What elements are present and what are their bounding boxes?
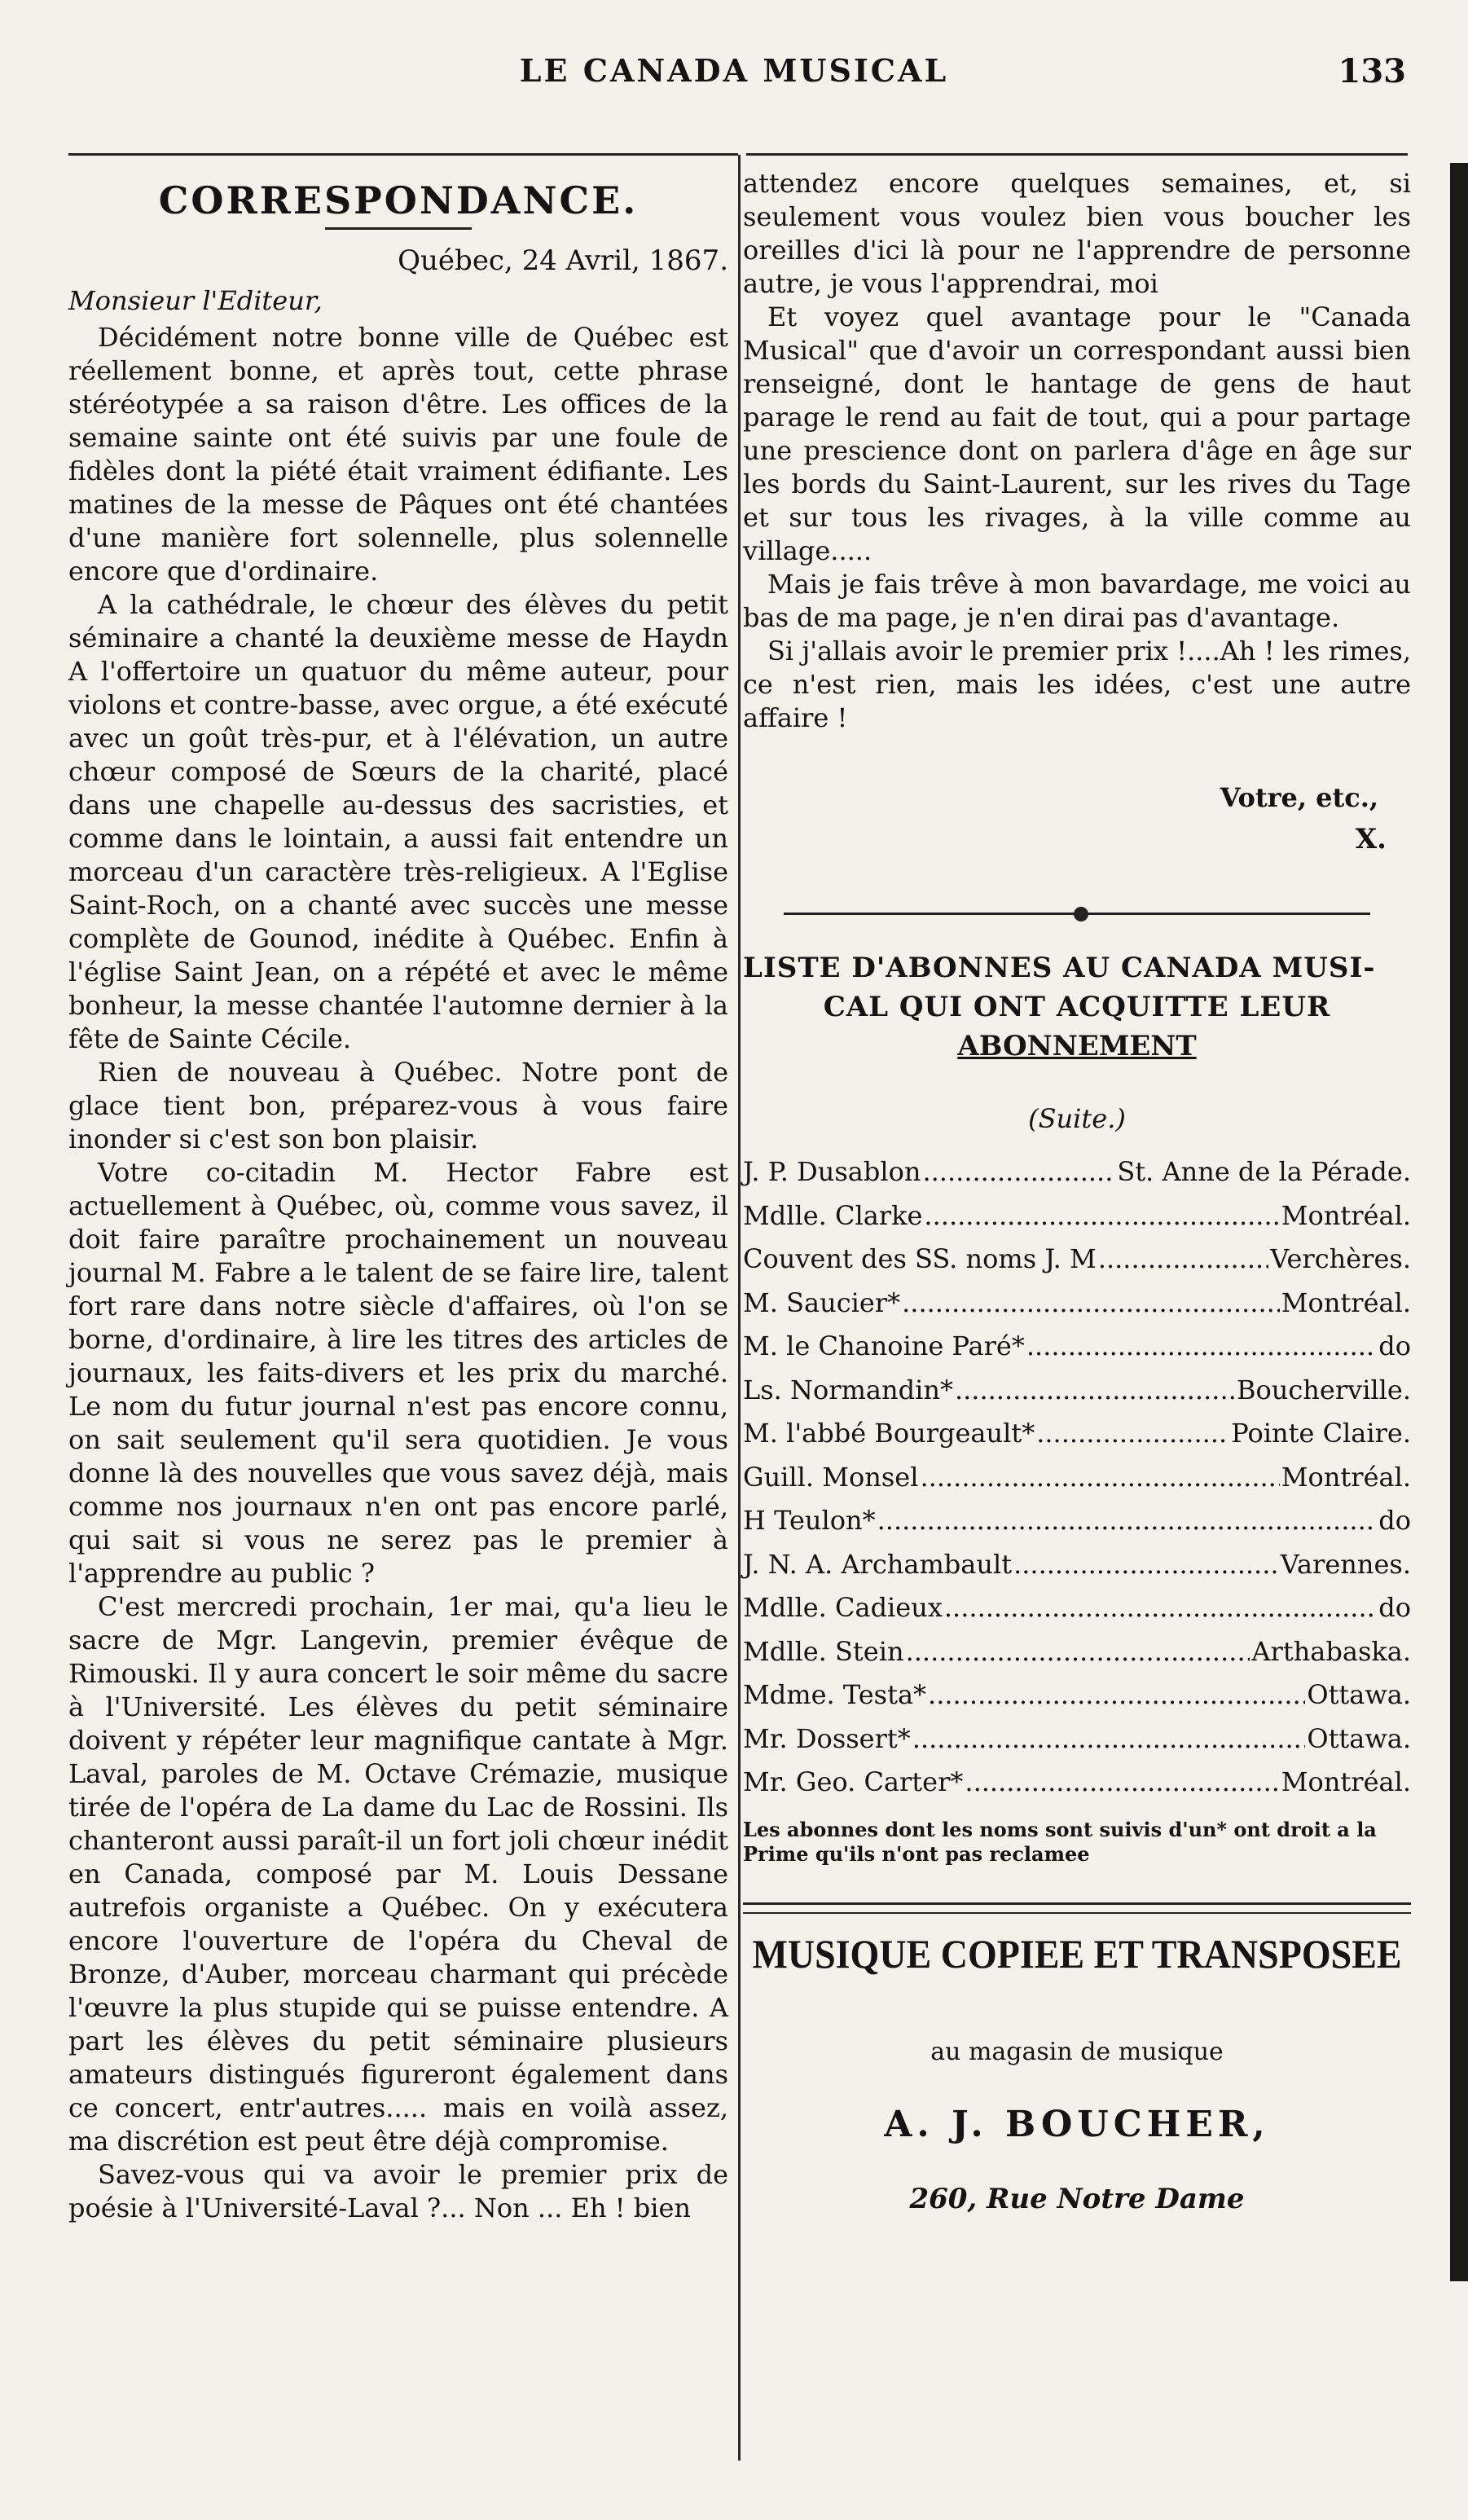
letter-paragraph: C'est mercredi prochain, 1er mai, qu'a lieu le sacre de Mgr. Langevin, premier évêque de Rimouski. Il y aura concert le soir même du sacre à l'Université. Les élèves du petit séminaire doivent y répéter leur magnifique cantate à Mgr. Laval, paroles de M. Octave Crémazie, musique tirée de l'opéra de La dame du Lac de Rossini. Ils chanteront aussi paraît-il un fort joli chœur inédit en Canada, composé par M. Louis Dessane autrefois organiste a Québec. On y exécutera encore l'ouverture de l'opéra du Cheval de Bronze, d'Auber, morceau charmant qui précède l'œuvre la plus stupide qui se puisse entendre. A part les élèves du petit séminaire plusieurs amateurs distingués figureront également dans ce concert, entr'autres..... mais en voilà assez, ma discrétion est peut être déjà compromise. xyxy=(68,1591,728,2157)
leader-dots xyxy=(944,1586,1377,1630)
subscriber-name: Couvent des SS. noms J. M xyxy=(743,1243,1097,1274)
letter-continuation: attendez encore quelques semaines, et, si seulement vous voulez bien vous boucher les oreilles d'ici là pour ne l'apprendre de personne autre, je vous l'apprendrai, moi xyxy=(743,168,1411,299)
salutation: Monsieur l'Editeur, xyxy=(68,285,323,316)
list-item xyxy=(743,1543,1411,1587)
leader-dots xyxy=(920,1456,1279,1500)
subscriber-place: Montréal. xyxy=(1281,1766,1411,1797)
list-item xyxy=(743,1412,1411,1456)
leader-dots xyxy=(912,1717,1306,1761)
letter-paragraph: Si j'allais avoir le premier prix !....Ah ! les rimes, ce n'est rien, mais les idées, c'est une autre affaire ! xyxy=(743,635,1411,733)
subscriber-name: Mr. Dossert* xyxy=(743,1722,911,1754)
subscriber-place: Ottawa. xyxy=(1307,1679,1411,1710)
left-column xyxy=(68,167,728,2225)
list-item xyxy=(743,1761,1411,1805)
subscriber-name: M. l'abbé Bourgeault* xyxy=(743,1418,1035,1449)
subscriber-place: Montréal. xyxy=(1281,1286,1411,1318)
subscriber-place: Arthabaska. xyxy=(1251,1635,1411,1667)
advert-title: MUSIQUE COPIEE ET TRANSPOSEE xyxy=(752,1930,1402,1977)
list-item xyxy=(743,1325,1411,1369)
subscriber-place: Montréal. xyxy=(1281,1199,1411,1231)
subscriber-place: do xyxy=(1378,1592,1411,1623)
leader-dots xyxy=(928,1673,1305,1717)
subscriber-name: J. N. A. Archambault xyxy=(743,1548,1013,1580)
letter-signoff: Votre, etc., xyxy=(1220,782,1378,813)
leader-dots xyxy=(906,1630,1250,1674)
ornament-dot xyxy=(1074,907,1088,921)
leader-dots xyxy=(902,1282,1280,1326)
list-item xyxy=(743,1630,1411,1674)
subscriber-place: do xyxy=(1378,1505,1411,1536)
letter-paragraph: Décidément notre bonne ville de Québec est réellement bonne, et après tout, cette phrase stéréotypée a sa raison d'être. Les offices de la semaine sainte ont été suivis par une foule de fidèles dont la piété était vraiment édifiante. Les matines de la messe de Pâques ont été chantées d'une manière fort solennelle, plus solennelle encore que d'ordinaire. xyxy=(68,322,728,587)
leader-dots xyxy=(1098,1238,1269,1282)
correspondence-headline: CORRESPONDANCE. xyxy=(158,178,639,222)
header-rule-right xyxy=(746,153,1408,156)
header-rule-left xyxy=(68,153,738,156)
subscriber-place: do xyxy=(1378,1330,1411,1361)
list-item xyxy=(743,1238,1411,1282)
subscriber-place: Pointe Claire. xyxy=(1231,1418,1411,1449)
leader-dots xyxy=(922,1150,1115,1194)
advert-merchant: A. J. BOUCHER, xyxy=(884,2103,1270,2145)
subscriber-name: Mdme. Testa* xyxy=(743,1679,927,1710)
list-item xyxy=(743,1369,1411,1413)
subscriber-name: M. le Chanoine Paré* xyxy=(743,1330,1025,1361)
list-item xyxy=(743,1673,1411,1717)
leader-dots xyxy=(1026,1325,1377,1369)
page-edge-shadow xyxy=(1450,163,1468,2281)
list-item xyxy=(743,1194,1411,1238)
leader-dots xyxy=(924,1194,1279,1238)
subscriber-list-title: ABONNEMENT xyxy=(957,1030,1197,1062)
subscriber-place: Verchères. xyxy=(1270,1243,1411,1274)
list-item xyxy=(743,1499,1411,1543)
subscriber-name: J. P. Dusablon xyxy=(743,1156,921,1187)
subscriber-place: Boucherville. xyxy=(1236,1374,1411,1405)
advert-text: au magasin de musique xyxy=(930,2037,1224,2066)
list-item xyxy=(743,1717,1411,1761)
dateline: Québec, 24 Avril, 1867. xyxy=(398,244,728,277)
subscriber-place: Montréal. xyxy=(1281,1461,1411,1493)
leader-dots xyxy=(877,1499,1378,1543)
letter-paragraph: Et voyez quel avantage pour le "Canada Musical" que d'avoir un correspondant aussi bien renseigné, dont le hantage de gens de haut parage le rend au fait de tout, qui a pour partage une prescience dont on parlera d'âge en âge sur les bords du Saint-Laurent, sur les rives du Tage et sur tous les rivages, à la ville comme au village..... xyxy=(743,301,1411,566)
advert-rule xyxy=(743,1902,1411,1914)
list-item xyxy=(743,1586,1411,1630)
leader-dots xyxy=(1013,1543,1279,1587)
section-ornament xyxy=(767,904,1387,924)
letter-paragraph: Mais je fais trêve à mon bavardage, me voici au bas de ma page, je n'en dirai pas d'avantage. xyxy=(743,569,1411,633)
list-item xyxy=(743,1456,1411,1500)
subscriber-place: Ottawa. xyxy=(1307,1722,1411,1754)
headline-rule xyxy=(325,227,472,230)
list-item xyxy=(743,1150,1411,1194)
list-item xyxy=(743,1282,1411,1326)
letter-paragraph: A la cathédrale, le chœur des élèves du petit séminaire a chanté la deuxième messe de Haydn A l'offertoire un quatuor du même auteur, pour violons et contre-basse, avec orgue, a été exécuté avec un goût très-pur, et à l'élévation, un autre chœur composé de Sœurs de la charité, placé dans une chapelle au-dessus des sacristies, et comme dans le lointain, a aussi fait entendre un morceau d'un caractère très-religieux. A l'Eglise Saint-Roch, on a chanté avec succès une messe complète de Gounod, inédite à Québec. Enfin à l'église Saint Jean, on a répété et avec le même bonheur, la messe chantée l'automne dernier à la fête de Sainte Cécile. xyxy=(68,589,728,1054)
list-continued-note: (Suite.) xyxy=(1028,1103,1126,1134)
subscriber-name: Mdlle. Cadieux xyxy=(743,1592,943,1623)
subscriber-place: Varennes. xyxy=(1280,1548,1411,1580)
letter-paragraph: Savez-vous qui va avoir le premier prix de poésie à l'Université-Laval ?... Non ... Eh ! bien xyxy=(68,2159,728,2223)
subscriber-name: M. Saucier* xyxy=(743,1286,901,1318)
leader-dots xyxy=(955,1369,1235,1413)
subscriber-list-title: LISTE D'ABONNES AU CANADA MUSI- xyxy=(743,952,1376,984)
subscriber-name: H Teulon* xyxy=(743,1505,876,1536)
leader-dots xyxy=(1036,1412,1229,1456)
subscriber-list-title: CAL QUI ONT ACQUITTE LEUR xyxy=(823,991,1331,1023)
subscriber-footnote: Les abonnes dont les noms sont suivis d'un* ont droit a la Prime qu'ils n'ont pas reclamee xyxy=(743,1817,1377,1866)
letter-signature: X. xyxy=(1355,823,1387,855)
subscriber-list xyxy=(743,1150,1411,1805)
subscriber-name: Ls. Normandin* xyxy=(743,1374,953,1405)
subscriber-place: St. Anne de la Pérade. xyxy=(1117,1156,1411,1187)
running-title: LE CANADA MUSICAL xyxy=(519,52,949,89)
letter-paragraph: Rien de nouveau à Québec. Notre pont de glace tient bon, préparez-vous à vous faire inonder si c'est son bon plaisir. xyxy=(68,1057,728,1154)
subscriber-name: Mdlle. Clarke xyxy=(743,1199,923,1231)
subscriber-name: Mdlle. Stein xyxy=(743,1635,904,1667)
leader-dots xyxy=(965,1761,1279,1805)
advert-address: 260, Rue Notre Dame xyxy=(909,2182,1245,2215)
right-column xyxy=(743,167,1411,2215)
column-divider xyxy=(738,155,741,2461)
letter-paragraph: Votre co-citadin M. Hector Fabre est actuellement à Québec, où, comme vous savez, il doit faire paraître prochainement un nouveau journal M. Fabre a le talent de se faire lire, talent fort rare dans notre siècle d'affaires, où l'on se borne, d'ordinaire, à lire les titres des articles de journaux, les faits-divers et les prix du marché. Le nom du futur journal n'est pas encore connu, on sait seulement qu'il sera quotidien. Je vous donne là des nouvelles que vous savez déjà, mais comme nos journaux n'en ont pas encore parlé, qui sait si vous ne serez pas le premier à l'apprendre au public ? xyxy=(68,1157,728,1589)
subscriber-name: Mr. Geo. Carter* xyxy=(743,1766,964,1797)
subscriber-name: Guill. Monsel xyxy=(743,1461,919,1493)
page-number: 133 xyxy=(1338,52,1406,90)
